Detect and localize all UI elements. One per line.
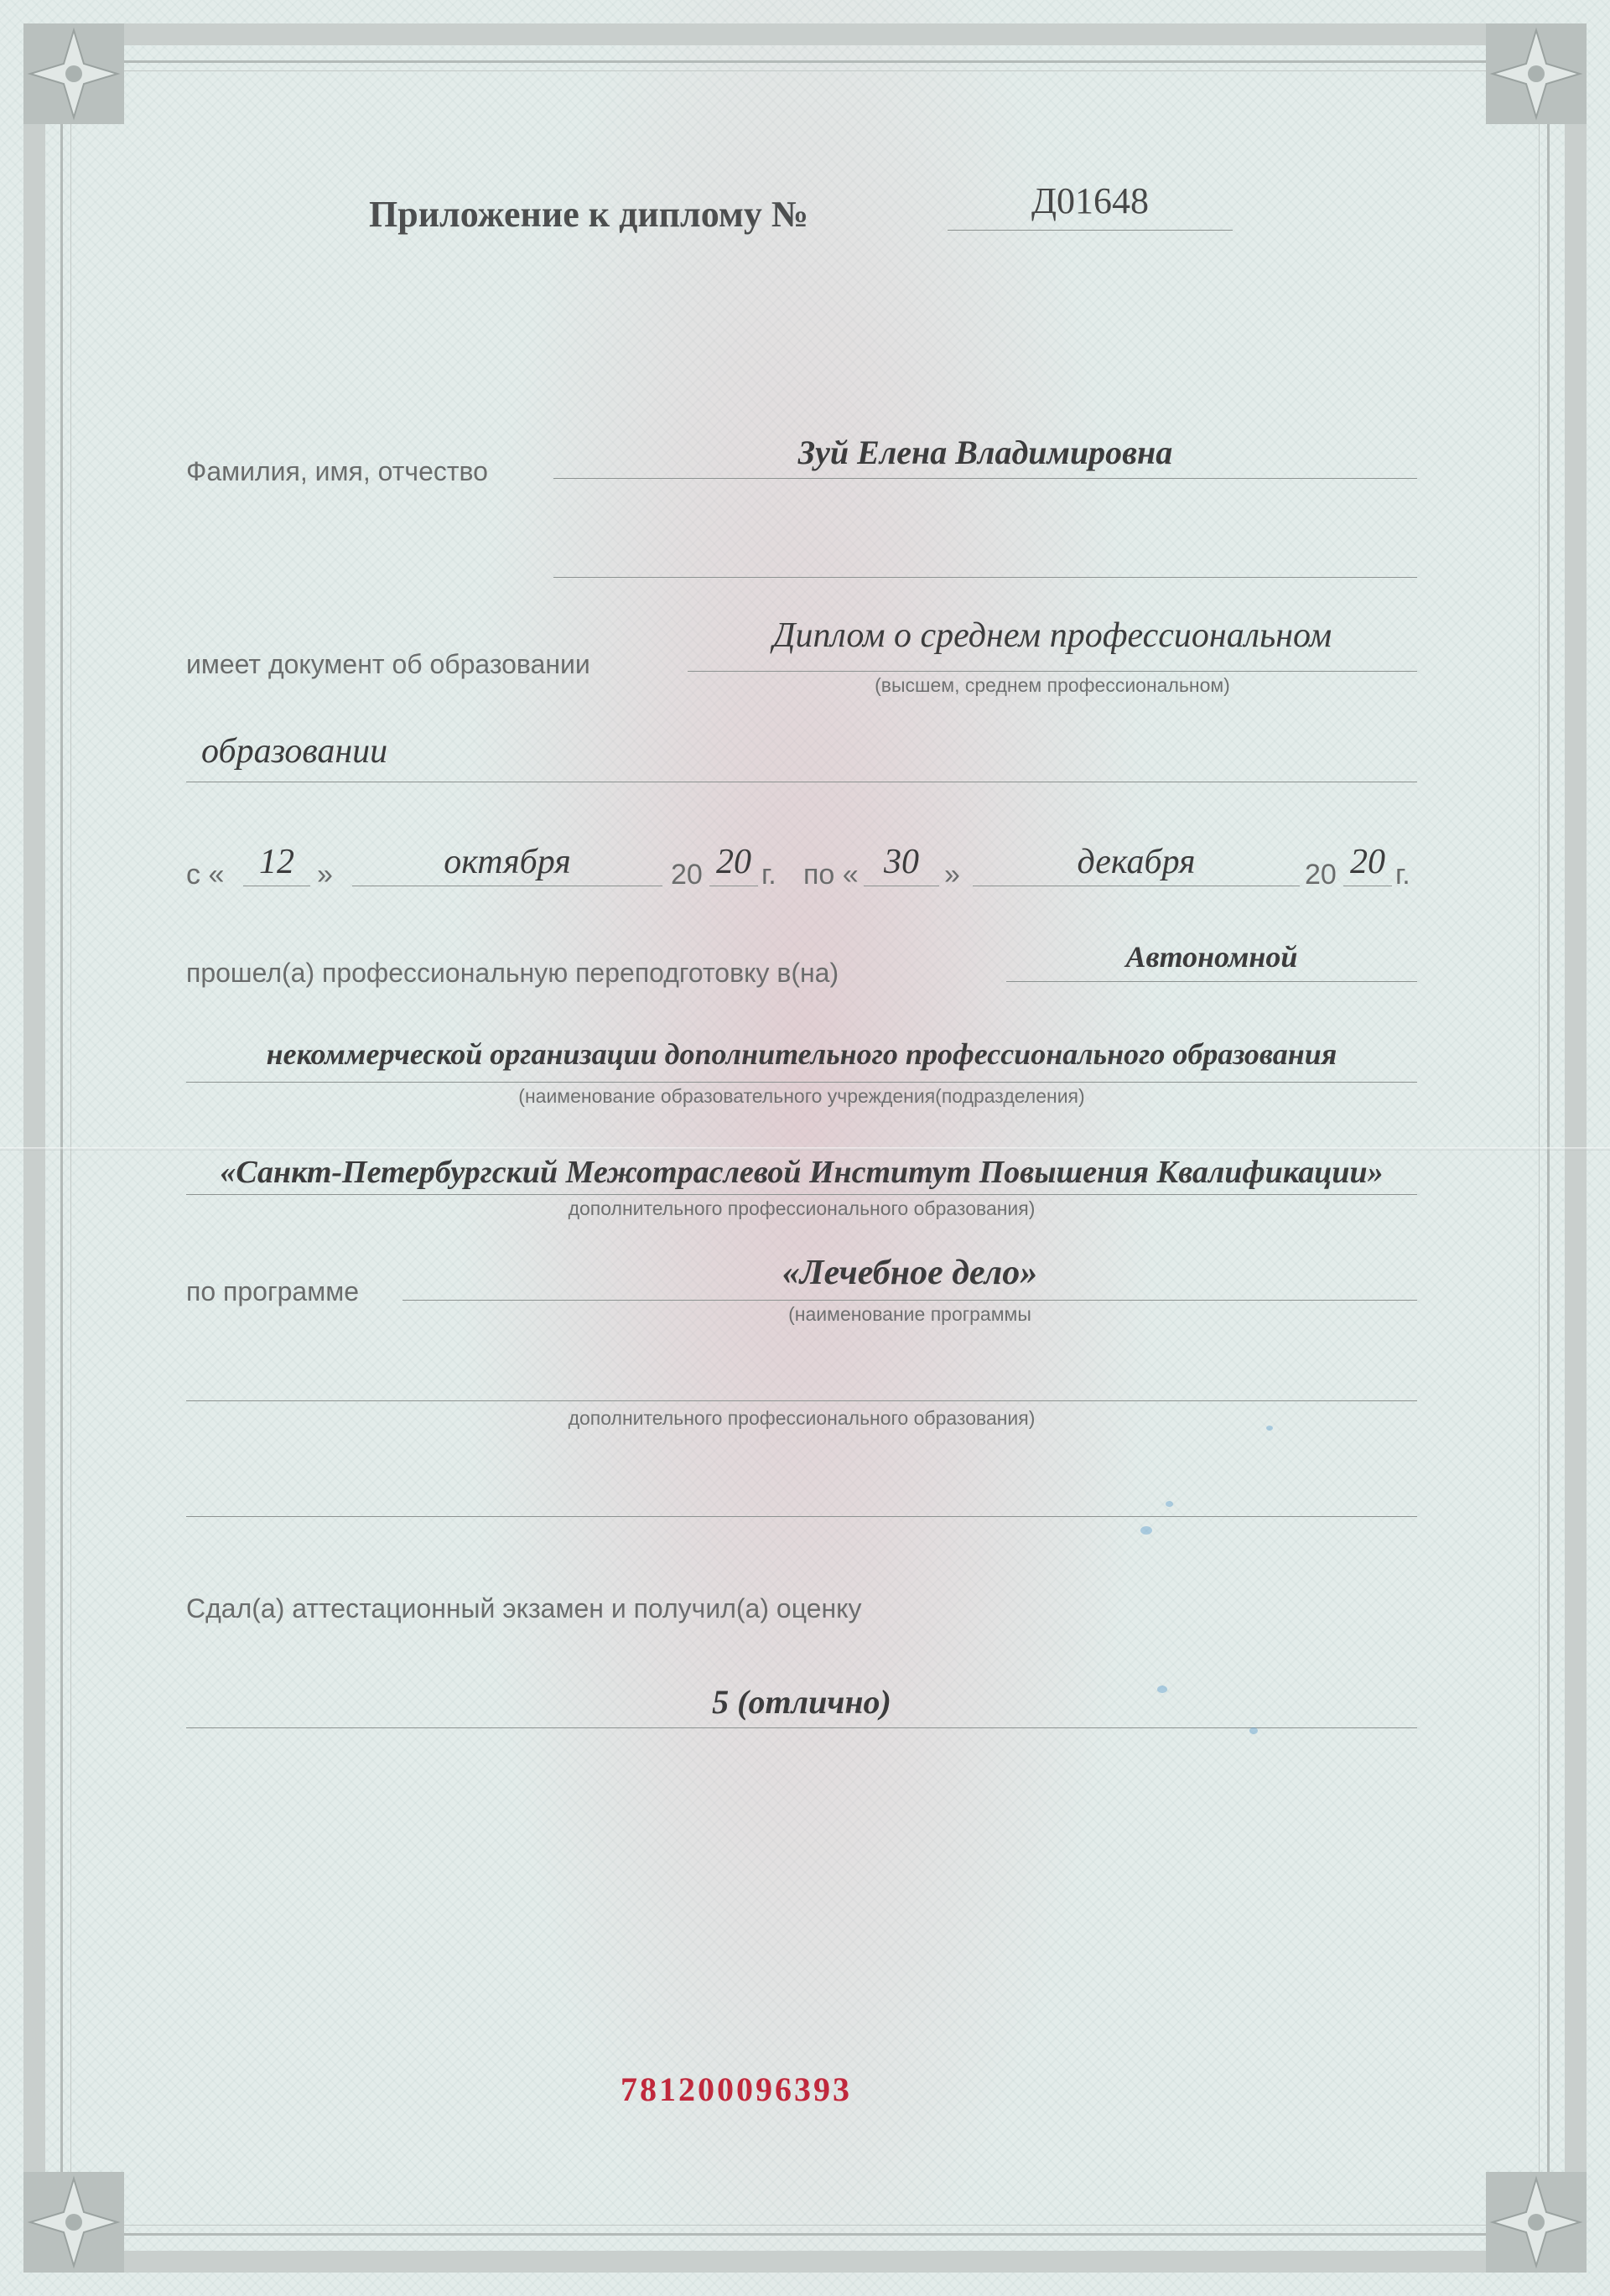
period-to-close: » — [944, 859, 960, 891]
period-from-close: » — [317, 859, 333, 891]
corner-ornament-icon — [1486, 2172, 1587, 2273]
year-mark-1: г. — [761, 859, 776, 891]
retraining-value-line3: «Санкт-Петербургский Межотраслевой Институт Повышения Квалификации» — [220, 1155, 1384, 1190]
page-title: Приложение к диплому № — [369, 194, 809, 235]
ink-speck — [1140, 1526, 1152, 1535]
retraining-value-line1: Автономной — [1125, 940, 1298, 974]
ink-speck — [1157, 1686, 1167, 1693]
diploma-number-underline — [948, 230, 1233, 231]
fio-underline-2 — [553, 577, 1417, 578]
period-to-day: 30 — [884, 843, 919, 881]
document-label: имеет документ об образовании — [186, 649, 590, 679]
fio-value: Зуй Елена Владимировна — [797, 434, 1173, 471]
program-underline-2 — [186, 1400, 1417, 1401]
exam-label: Сдал(а) аттестационный экзамен и получил(а) оценку — [186, 1593, 862, 1623]
document-value-line2: образовании — [201, 732, 388, 771]
program-caption-2: дополнительного профессионального образования) — [568, 1407, 1036, 1429]
document-underline — [688, 671, 1417, 672]
retraining-caption-2: дополнительного профессионального образования) — [568, 1197, 1036, 1219]
program-underline — [402, 1300, 1417, 1301]
diploma-number: Д01648 — [1031, 180, 1149, 221]
period-from-year-suffix: 20 — [716, 843, 751, 881]
period-to-prefix: по « — [803, 859, 859, 891]
retraining-underline-2 — [186, 1082, 1417, 1083]
corner-ornament-icon — [23, 2172, 124, 2273]
corner-ornament-icon — [23, 23, 124, 124]
ink-speck — [1249, 1727, 1258, 1734]
retraining-underline-1 — [1006, 981, 1417, 982]
program-label: по программе — [186, 1276, 359, 1306]
document-caption: (высшем, среднем профессиональном) — [875, 674, 1230, 696]
ink-speck — [1266, 1426, 1273, 1431]
retraining-label: прошел(а) профессиональную переподготовку в(на) — [186, 958, 839, 988]
retraining-value-line2: некоммерческой организации дополнительного профессионального образования — [266, 1037, 1337, 1071]
exam-grade: 5 (отлично) — [712, 1683, 891, 1721]
period-to-month: декабря — [1077, 843, 1196, 881]
period-from-month: октября — [444, 843, 571, 881]
corner-ornament-icon — [1486, 23, 1587, 124]
ink-speck — [1166, 1501, 1173, 1507]
period-to-year-suffix: 20 — [1350, 843, 1385, 881]
fio-underline — [553, 478, 1417, 479]
period-to-year-prefix: 20 — [1305, 859, 1337, 891]
serial-number: 781200096393 — [621, 2070, 852, 2108]
year-mark-2: г. — [1395, 859, 1410, 891]
program-underline-3 — [186, 1516, 1417, 1517]
program-value: «Лечебное дело» — [782, 1254, 1038, 1292]
period-from-day: 12 — [259, 843, 294, 881]
retraining-underline-3 — [186, 1194, 1417, 1195]
fio-label: Фамилия, имя, отчество — [186, 456, 488, 486]
paper-fold-line — [0, 1147, 1610, 1151]
exam-grade-underline — [186, 1727, 1417, 1728]
period-from-year-prefix: 20 — [671, 859, 703, 891]
period-from-prefix: с « — [186, 859, 225, 891]
program-caption-1: (наименование программы — [788, 1303, 1031, 1325]
retraining-caption-1: (наименование образовательного учреждения(подразделения) — [518, 1085, 1085, 1107]
document-value-line1: Диплом о среднем профессиональном — [772, 616, 1332, 655]
